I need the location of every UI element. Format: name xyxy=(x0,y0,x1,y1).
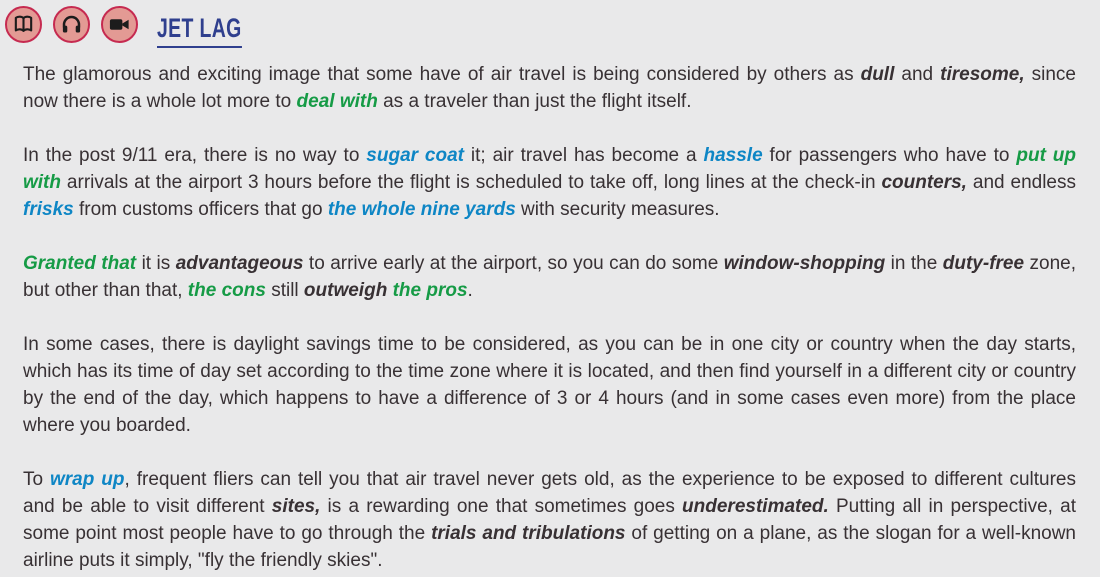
text: , frequent fliers can tell you that air travel never gets old, as the experience to be exposed to different cultures and be able to visit different xyxy=(23,469,1076,517)
text: still xyxy=(265,280,304,301)
text: arrivals at the airport 3 hours before the flight is scheduled to take off, long lines at the check-in xyxy=(61,172,882,193)
text: for passengers who have to xyxy=(762,145,1017,166)
text: in the xyxy=(885,253,943,274)
media-toolbar xyxy=(0,0,1100,50)
headphones-icon xyxy=(60,13,83,36)
paragraph xyxy=(23,61,1076,115)
emphasis-text: trials and tribulations xyxy=(431,523,626,544)
text: zone, but other than that, xyxy=(23,253,1076,301)
idiom-link[interactable]: wrap up xyxy=(50,469,125,490)
paragraph xyxy=(23,142,1076,223)
idiom-link[interactable]: put up with xyxy=(23,145,1077,193)
paragraph xyxy=(23,466,1076,574)
text: as a traveler than just the flight itself. xyxy=(377,91,692,112)
page-title[interactable]: JET LAG xyxy=(157,15,242,48)
idiom-link[interactable]: the whole nine yards xyxy=(327,199,516,220)
audio-button[interactable] xyxy=(53,6,90,43)
paragraph xyxy=(23,331,1076,439)
text: is a rewarding one that sometimes goes xyxy=(320,496,683,517)
text: To xyxy=(23,469,50,490)
idiom-link[interactable]: hassle xyxy=(703,145,763,166)
text: and xyxy=(894,64,941,85)
text: it is xyxy=(136,253,176,274)
text: The glamorous and exciting image that some have of air travel is being considered by others as xyxy=(23,64,861,85)
article-body xyxy=(0,50,1100,574)
idiom-link[interactable]: sugar coat xyxy=(366,145,465,166)
reading-book-button[interactable] xyxy=(5,6,42,43)
emphasis-text: dull xyxy=(860,64,895,85)
emphasis-text: duty-free xyxy=(942,253,1025,274)
text: from customs officers that go xyxy=(73,199,328,220)
emphasis-text: underestimated. xyxy=(682,496,829,517)
text: of getting on a plane, as the slogan for a well-known airline puts it simply, "fly the friendly skies". xyxy=(23,523,1076,571)
idiom-link[interactable]: Granted that xyxy=(23,253,137,274)
text: In the post 9/11 era, there is no way to xyxy=(23,145,367,166)
video-button[interactable] xyxy=(101,6,138,43)
text: with security measures. xyxy=(515,199,720,220)
text: since now there is a whole lot more to xyxy=(23,64,1076,112)
emphasis-text: outweigh xyxy=(303,280,388,301)
paragraph xyxy=(23,250,1076,304)
emphasis-text: counters, xyxy=(881,172,967,193)
text: to arrive early at the airport, so you can do some xyxy=(303,253,724,274)
book-icon xyxy=(12,13,35,36)
text: . xyxy=(467,280,473,301)
text: and endless xyxy=(966,172,1076,193)
emphasis-text: window-shopping xyxy=(723,253,886,274)
idiom-link[interactable]: the pros xyxy=(392,280,468,301)
emphasis-text: sites, xyxy=(271,496,321,517)
text: it; air travel has become a xyxy=(464,145,704,166)
idiom-link[interactable]: deal with xyxy=(296,91,378,112)
idiom-link[interactable]: frisks xyxy=(23,199,74,220)
text: Putting all in perspective, at some point most people have to go through the xyxy=(23,496,1076,544)
emphasis-text: tiresome, xyxy=(940,64,1025,85)
idiom-link[interactable]: the cons xyxy=(187,280,266,301)
text: In some cases, there is daylight savings time to be considered, as you can be in one city or country when the day starts, which has its time of day set according to the time zone where it is located, and then find yourself in a different city or country by the end of the day, which happens to have a difference of 3 or 4 hours (and in some cases even more) from the place where you boarded. xyxy=(23,334,1076,436)
emphasis-text: advantageous xyxy=(175,253,304,274)
video-camera-icon xyxy=(108,13,131,36)
